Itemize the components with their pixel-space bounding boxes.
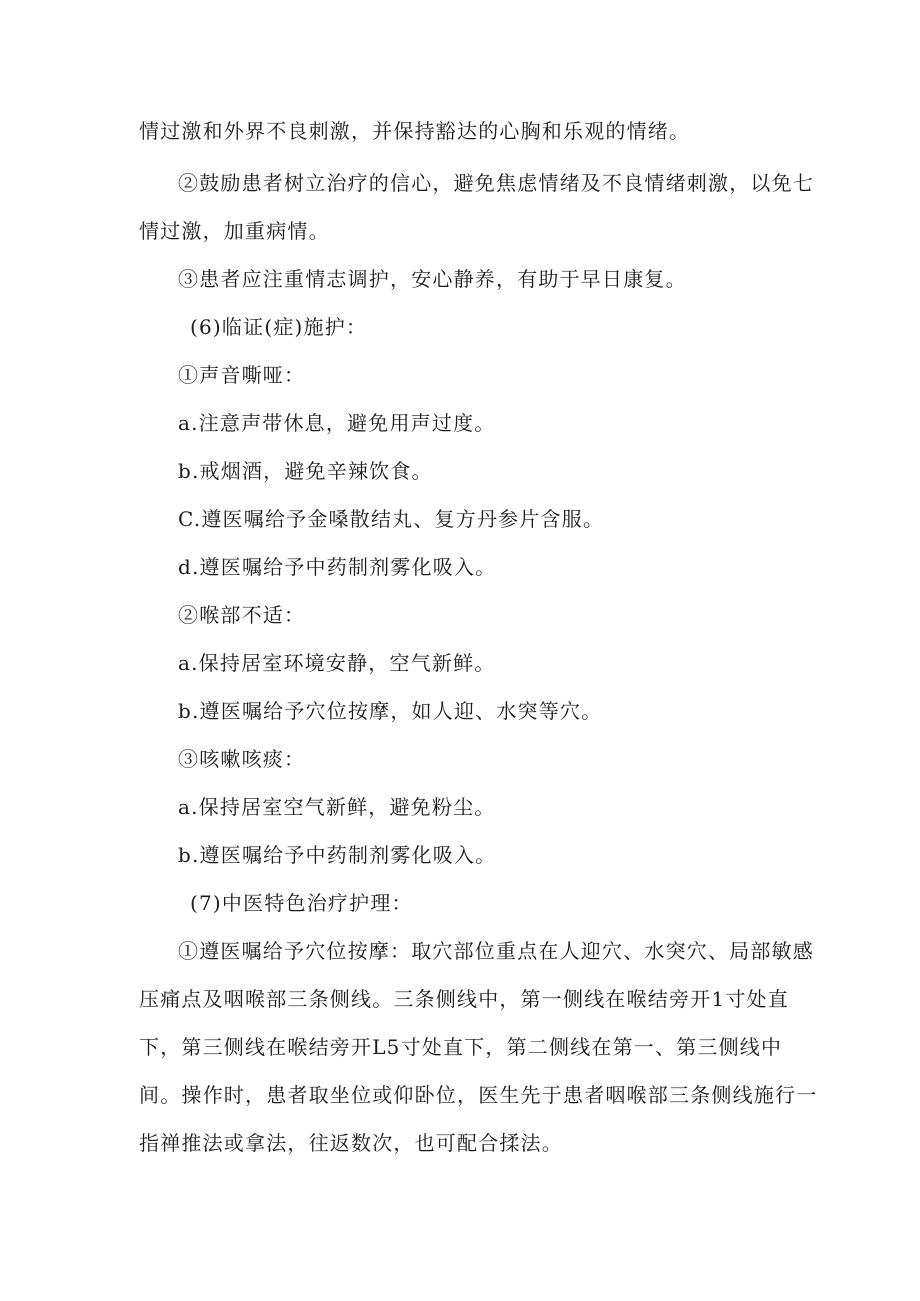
paragraph-line-1: 情过激和外界不良刺激，并保持豁达的心胸和乐观的情绪。	[139, 119, 691, 143]
paragraph-line: 压痛点及咽喉部三条侧线。三条侧线中，第一侧线在喉结旁开1寸处直	[139, 987, 789, 1011]
paragraph-line-3: 情过激，加重病情。	[139, 219, 330, 243]
list-item: b.戒烟酒，避免辛辣饮食。	[178, 459, 433, 483]
list-item: C.遵医嘱给予金嗓散结丸、复方丹参片含服。	[178, 507, 605, 531]
list-item: a.注意声带休息，避免用声过度。	[178, 411, 496, 435]
subheading-cough: ③咳嗽咳痰：	[178, 747, 306, 771]
subheading-hoarseness: ①声音嘶哑：	[178, 363, 306, 387]
paragraph-line-2: ②鼓励患者树立治疗的信心，避免焦虑情绪及不良情绪刺激，以免七	[178, 171, 814, 195]
paragraph-line: 间。操作时，患者取坐位或仰卧位，医生先于患者咽喉部三条侧线施行一	[139, 1083, 818, 1107]
paragraph-line: 指禅推法或拿法，往返数次，也可配合揉法。	[139, 1131, 563, 1155]
list-item: b.遵医嘱给予中药制剂雾化吸入。	[178, 843, 497, 867]
paragraph-line: ①遵医嘱给予穴位按摩：取穴部位重点在人迎穴、水突穴、局部敏感	[178, 939, 814, 963]
list-item: a.保持居室空气新鲜，避免粉尘。	[178, 795, 496, 819]
section-heading-7: (7)中医特色治疗护理：	[190, 891, 413, 915]
list-item: a.保持居室环境安静，空气新鲜。	[178, 651, 496, 675]
paragraph-line-4: ③患者应注重情志调护，安心静养，有助于早日康复。	[178, 267, 687, 291]
list-item: b.遵医嘱给予穴位按摩，如人迎、水突等穴。	[178, 699, 603, 723]
list-item: d.遵医嘱给予中药制剂雾化吸入。	[178, 555, 497, 579]
paragraph-line: 下，第三侧线在喉结旁开L5寸处直下，第二侧线在第一、第三侧线中	[139, 1035, 783, 1059]
section-heading-6: (6)临证(症)施护：	[190, 315, 368, 339]
subheading-throat-discomfort: ②喉部不适：	[178, 603, 306, 627]
